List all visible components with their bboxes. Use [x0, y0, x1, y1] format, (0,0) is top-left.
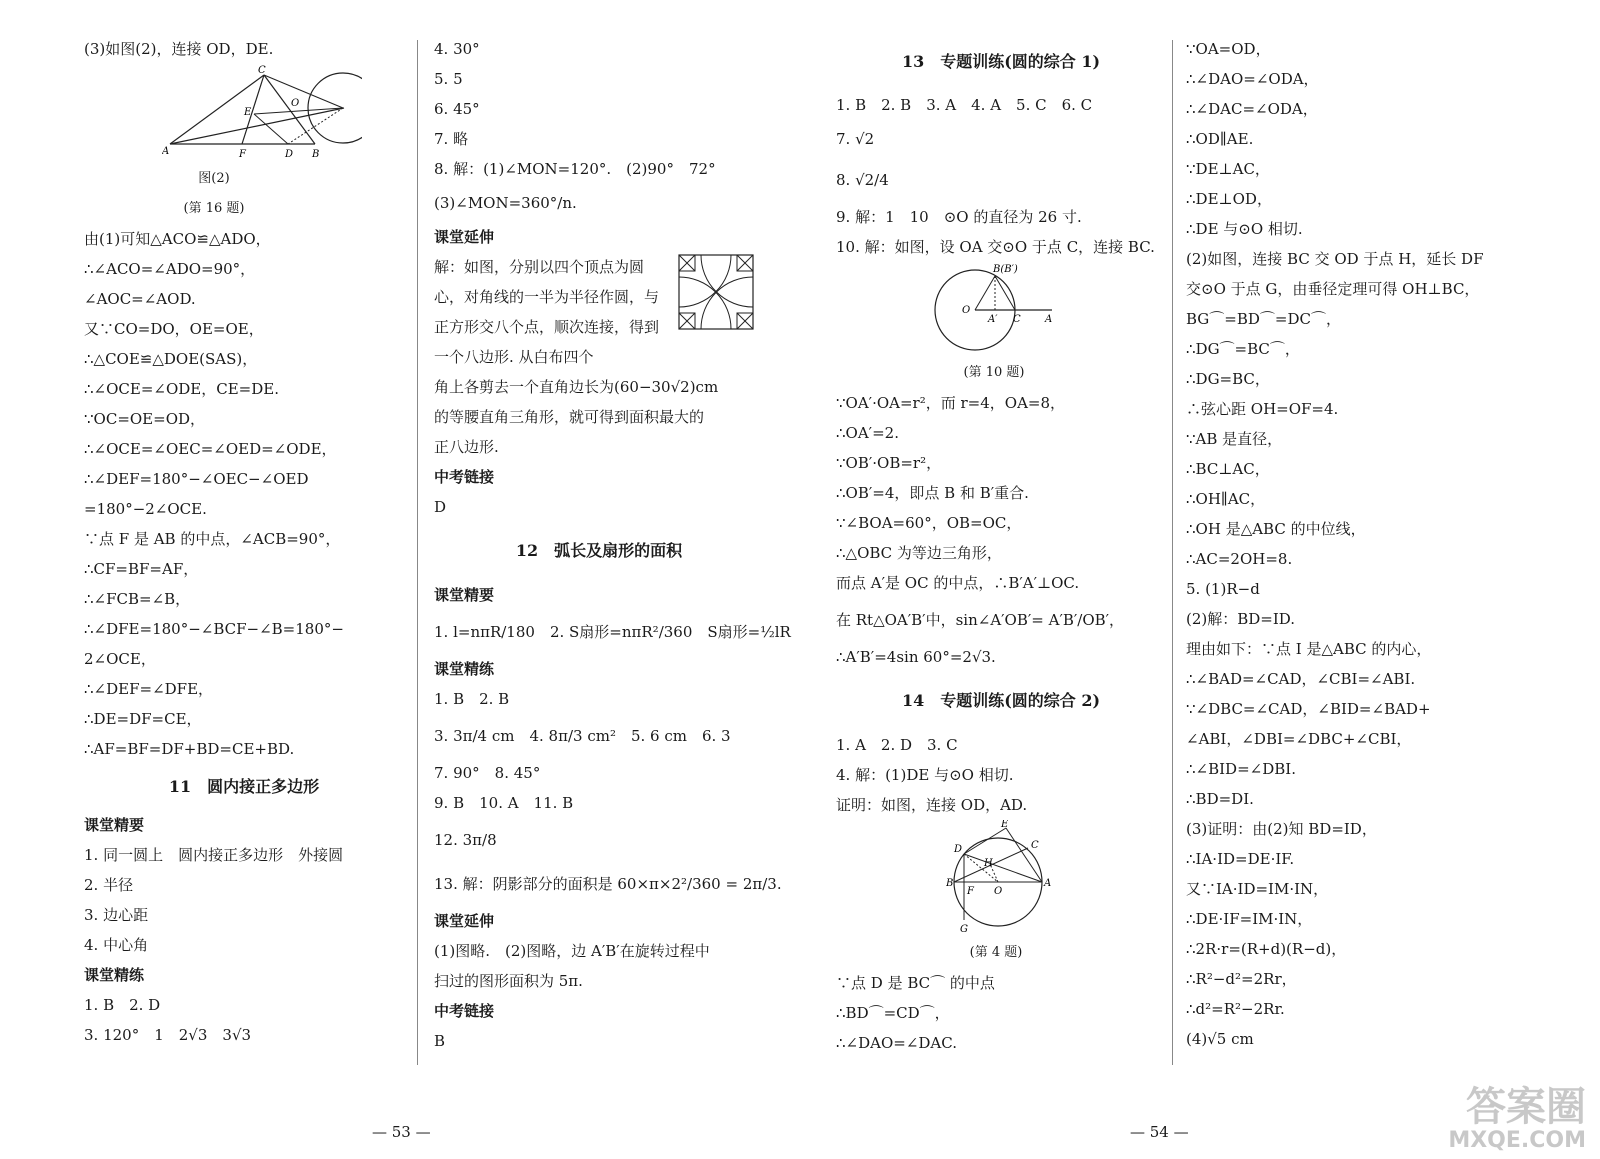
label-E: E: [1001, 820, 1009, 830]
label-B: B: [946, 878, 954, 889]
figure-caption: (第 10 题): [963, 365, 1025, 380]
text-line: (3)如图(2)，连接 OD，DE.: [84, 40, 274, 58]
label-D: D: [954, 844, 963, 855]
text-line: ∴DE·IF=IM·IN，: [1186, 910, 1313, 928]
section-title: 11 圆内接正多边形: [168, 777, 320, 796]
text-line: 扫过的图形面积为 5π.: [434, 972, 583, 990]
text-line: ∴OB′=4，即点 B 和 B′重合.: [836, 484, 1029, 502]
text-line: ∠ABI，∠DBI=∠DBC+∠CBI，: [1186, 730, 1412, 748]
text-line: ∴DG=BC，: [1186, 370, 1270, 388]
answer-line: 3. 3π/4 cm 4. 8π/3 cm² 5. 6 cm 6. 3: [434, 727, 731, 745]
subheading: 中考链接: [434, 468, 495, 486]
subheading: 课堂精要: [434, 586, 495, 604]
text-line: ∴∠OCE=∠ODE，CE=DE.: [84, 380, 279, 398]
text-line: 2∠OCE，: [84, 650, 156, 668]
figure-caption: 图(2): [198, 171, 230, 186]
text-line: ∴IA·ID=DE·IF.: [1186, 850, 1295, 868]
label-O: O: [994, 886, 1003, 897]
text-line: (3)证明：由(2)知 BD=ID，: [1186, 820, 1377, 838]
label-A: A: [1044, 878, 1052, 889]
text-line: ∴2R·r=(R+d)(R−d)，: [1186, 940, 1347, 958]
text-line: 理由如下：∵点 I 是△ABC 的内心，: [1186, 640, 1432, 658]
text-line: 由(1)可知△ACO≌△ADO，: [84, 230, 271, 248]
column-2: [434, 34, 791, 1056]
text-line: =180°−2∠OCE.: [84, 500, 207, 518]
text-line: ∴∠DEF=∠DFE，: [84, 680, 214, 698]
subheading: 课堂延伸: [434, 912, 495, 930]
answer-line: 10. 解：如图，设 OA 交⊙O 于点 C，连接 BC.: [836, 238, 1155, 256]
page-number-right: — 54 —: [1130, 1123, 1189, 1141]
column-divider: [417, 40, 418, 1065]
subheading: 中考链接: [434, 1002, 495, 1020]
answer-line: 7. 90° 8. 45°: [434, 764, 541, 782]
text-line: ∴OA′=2.: [836, 424, 899, 442]
text-line: 的等腰直角三角形，就可得到面积最大的: [434, 408, 705, 426]
label-A: A: [162, 146, 170, 157]
text-line: ∵OC=OE=OD，: [84, 410, 206, 428]
text-line: ∴△OBC 为等边三角形，: [836, 544, 1002, 562]
subheading: 课堂精练: [434, 660, 495, 678]
answer-line: 4. 中心角: [84, 936, 149, 954]
answer-line: 4. 解：(1)DE 与⊙O 相切.: [836, 766, 1014, 784]
circle-figure-4: [946, 820, 1056, 938]
answer-line: 9. 解：1 10 ⊙O 的直径为 26 寸.: [836, 208, 1082, 226]
answer-line: 3. 120° 1 2√3 3√3: [84, 1026, 252, 1044]
text-line: ∵OA′·OA=r²，而 r=4，OA=8，: [836, 394, 1066, 412]
section-title: 14 专题训练(圆的综合 2): [901, 691, 1101, 710]
extension-block: [434, 252, 764, 372]
text-line: ∵点 D 是 BC⌒ 的中点: [836, 974, 995, 992]
figure-4: [836, 820, 1166, 938]
answer-line: 1. l=nπR/180 2. S扇形=nπR²/360 S扇形=½lR: [434, 623, 791, 641]
answer-line: 1. B 2. B: [434, 690, 510, 708]
answer-line: 1. A 2. D 3. C: [836, 736, 958, 754]
label-G: G: [960, 924, 968, 935]
text-line: ∵∠BOA=60°，OB=OC，: [836, 514, 1022, 532]
text-line: 而点 A′是 OC 的中点，∴B′A′⊥OC.: [836, 574, 1080, 592]
answer-line: 3. 边心距: [84, 906, 149, 924]
text-line: ∵点 F 是 AB 的中点，∠ACB=90°，: [84, 530, 341, 548]
text-line: 正八边形.: [434, 438, 499, 456]
text-line: ∴R²−d²=2Rr，: [1186, 970, 1297, 988]
text-line: ∴∠BID=∠DBI.: [1186, 760, 1296, 778]
text-line: ∴∠FCB=∠B，: [84, 590, 191, 608]
text-line: ∵AB 是直径，: [1186, 430, 1283, 448]
text-line: ∴BD=DI.: [1186, 790, 1254, 808]
text-line: ∴CF=BF=AF，: [84, 560, 199, 578]
figure-10: [836, 262, 1166, 358]
label-B: B: [312, 149, 320, 160]
text-line: ∴∠OCE=∠OEC=∠OED=∠ODE，: [84, 440, 337, 458]
text-line: ∴∠DFE=180°−∠BCF−∠B=180°−: [84, 620, 344, 638]
text-line: BG⌒=BD⌒=DC⌒，: [1186, 310, 1341, 328]
answer-line: 7. 略: [434, 130, 469, 148]
text-line: ∴d²=R²−2Rr.: [1186, 1000, 1285, 1018]
label-D: D: [285, 149, 294, 160]
section-title: 13 专题训练(圆的综合 1): [901, 52, 1101, 71]
text-line: ∴OH∥AC，: [1186, 490, 1266, 508]
label-H: H: [984, 858, 993, 869]
column-divider: [1172, 40, 1173, 1065]
geometry-figure: [162, 64, 362, 164]
text-line: (4)√5 cm: [1186, 1030, 1254, 1048]
text-line: ∴DE=DF=CE，: [84, 710, 202, 728]
text-line: ∴DE 与⊙O 相切.: [1186, 220, 1303, 238]
label-A: A: [1045, 314, 1053, 325]
answer-line: 1. B 2. B 3. A 4. A 5. C 6. C: [836, 96, 1093, 114]
extension-text: 解：如图，分别以四个顶点为圆心，对角线的一半为半径作圆，与正方形交八个点，顺次连接，得到一个八边形. 从白布四个: [434, 258, 660, 366]
square-octagon-figure: [678, 254, 754, 330]
text-line: ∵OA=OD，: [1186, 40, 1271, 58]
answer-line: 1. B 2. D: [84, 996, 161, 1014]
answer-line: 8. 解：(1)∠MON=120°. (2)90° 72°: [434, 160, 716, 178]
label-F: F: [239, 149, 246, 160]
text-line: ∴∠DEF=180°−∠OEC−∠OED: [84, 470, 309, 488]
text-line: ∵DE⊥AC，: [1186, 160, 1270, 178]
label-O: O: [291, 98, 300, 109]
answer-line: 证明：如图，连接 OD，AD.: [836, 796, 1028, 814]
figure-16: [84, 64, 404, 164]
text-line: 又∵CO=DO，OE=OE，: [84, 320, 264, 338]
text-line: ∴∠BAD=∠CAD，∠CBI=∠ABI.: [1186, 670, 1416, 688]
section-title: 12 弧长及扇形的面积: [515, 541, 683, 560]
answer-line: 12. 3π/8: [434, 831, 497, 849]
text-line: ∴OD∥AE.: [1186, 130, 1254, 148]
label-C: C: [1031, 840, 1039, 851]
answer-line: B: [434, 1032, 446, 1050]
label-C: C: [1013, 314, 1021, 325]
text-line: ∴弦心距 OH=OF=4.: [1186, 400, 1339, 418]
answer-line: 4. 30°: [434, 40, 480, 58]
column-4: [1186, 34, 1526, 1054]
text-line: (2)解：BD=ID.: [1186, 610, 1296, 628]
answer-line: 1. 同一圆上 圆内接正多边形 外接圆: [84, 846, 344, 864]
watermark: [1448, 1085, 1586, 1153]
answer-line: 9. B 10. A 11. B: [434, 794, 574, 812]
answer-line: D: [434, 498, 447, 516]
text-line: ∴AC=2OH=8.: [1186, 550, 1293, 568]
answer-line: 2. 半径: [84, 876, 134, 894]
answer-line: 5. 5: [434, 70, 463, 88]
text-line: 角上各剪去一个直角边长为(60−30√2)cm: [434, 378, 719, 396]
label-E: E: [244, 107, 252, 118]
label-C: C: [258, 65, 266, 76]
text-line: ∵∠DBC=∠CAD，∠BID=∠BAD+: [1186, 700, 1431, 718]
column-1: [84, 34, 404, 1050]
label-B: B(B′): [993, 264, 1018, 275]
text-line: ∴BD⌒=CD⌒，: [836, 1004, 950, 1022]
watermark-url: MXQE.COM: [1448, 1128, 1586, 1153]
text-line: ∴△COE≌△DOE(SAS)，: [84, 350, 258, 368]
text-line: ∴DE⊥OD，: [1186, 190, 1272, 208]
answer-line: (3)∠MON=360°/n.: [434, 194, 577, 212]
text-line: ∴∠DAC=∠ODA，: [1186, 100, 1318, 118]
text-line: (1)图略. (2)图略，边 A′B′在旋转过程中: [434, 942, 710, 960]
figure-subcaption: (第 16 题): [183, 201, 245, 216]
subheading: 课堂精练: [84, 966, 145, 984]
answer-line: 8. √2/4: [836, 171, 889, 189]
text-line: ∵OB′·OB=r²，: [836, 454, 942, 472]
text-line: ∠AOC=∠AOD.: [84, 290, 196, 308]
answer-line: 7. √2: [836, 130, 875, 148]
text-line: 在 Rt△OA′B′中，sin∠A′OB′= A′B′/OB′，: [836, 611, 1125, 629]
subheading: 课堂精要: [84, 816, 145, 834]
answer-line: 6. 45°: [434, 100, 480, 118]
text-line: ∴OH 是△ABC 的中位线，: [1186, 520, 1366, 538]
label-A-prime: A′: [988, 314, 998, 325]
text-line: ∴BC⊥AC，: [1186, 460, 1270, 478]
label-O: O: [962, 305, 971, 316]
label-F: F: [967, 886, 974, 897]
column-3: [836, 34, 1166, 1058]
text-line: ∴A′B′=4sin 60°=2√3.: [836, 648, 996, 666]
subheading: 课堂延伸: [434, 228, 495, 246]
text-line: ∴AF=BF=DF+BD=CE+BD.: [84, 740, 295, 758]
page-number-left: — 53 —: [372, 1123, 431, 1141]
answer-line: 13. 解：阴影部分的面积是 60×π×2²/360 = 2π/3.: [434, 875, 782, 893]
text-line: 交⊙O 于点 G，由垂径定理可得 OH⊥BC，: [1186, 280, 1480, 298]
watermark-logo-text: 答案圈: [1466, 1084, 1586, 1130]
text-line: (2)如图，连接 BC 交 OD 于点 H，延长 DF: [1186, 250, 1484, 268]
text-line: ∴DG⌒=BC⌒，: [1186, 340, 1300, 358]
text-line: ∴∠ACO=∠ADO=90°，: [84, 260, 256, 278]
text-line: 5. (1)R−d: [1186, 580, 1260, 598]
circle-figure-10: [930, 262, 1070, 358]
text-line: ∴∠DAO=∠ODA，: [1186, 70, 1319, 88]
text-line: 又∵IA·ID=IM·IN，: [1186, 880, 1329, 898]
figure-caption: (第 4 题): [969, 945, 1023, 960]
text-line: ∴∠DAO=∠DAC.: [836, 1034, 957, 1052]
